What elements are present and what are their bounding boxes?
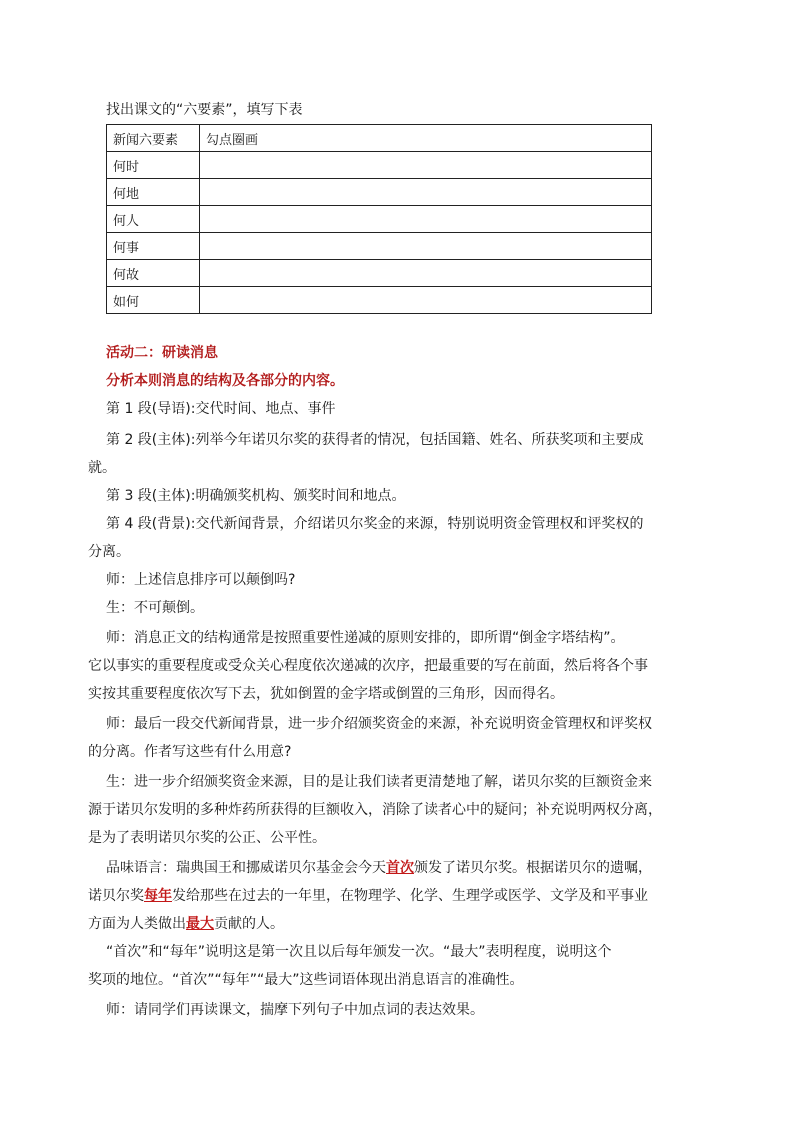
table-row bbox=[107, 206, 652, 233]
row-answer-cell bbox=[200, 260, 652, 287]
word-explanation-cont: 奖项的地位。“首次”“每年”“最大”这些词语体现出消息语言的准确性。 bbox=[88, 972, 524, 988]
row-label: 何故 bbox=[107, 260, 200, 287]
six-elements-table bbox=[106, 124, 652, 314]
row-answer-cell bbox=[200, 233, 652, 260]
paragraph-3-summary: 第 3 段(主体):明确颁奖机构、颁奖时间和地点。 bbox=[106, 488, 406, 504]
paragraph-4-summary: 第 4 段(背景):交代新闻背景，介绍诺贝尔奖金的来源，特别说明资金管理权和评奖权的 bbox=[106, 516, 644, 532]
table-instruction: 找出课文的“六要素”，填写下表 bbox=[106, 102, 303, 118]
paragraph-2-summary: 第 2 段(主体):列举今年诺贝尔奖的获得者的情况，包括国籍、姓名、所获奖项和主要成 bbox=[106, 432, 644, 448]
text-run: 颁发了诺贝尔奖。根据诺贝尔的遗嘱， bbox=[414, 860, 652, 876]
table-header-row bbox=[107, 125, 652, 152]
language-analysis-line bbox=[106, 858, 652, 878]
teacher-explanation: 师：消息正文的结构通常是按照重要性递减的原则安排的，即所谓“倒金字塔结构”。 bbox=[106, 630, 625, 646]
teacher-explanation-cont: 它以事实的重要程度或受众关心程度依次递减的次序，把最重要的写在前面，然后将各个事 bbox=[88, 658, 648, 674]
teacher-final-instruction: 师：请同学们再读课文，揣摩下列句子中加点词的表达效果。 bbox=[106, 1002, 484, 1018]
student-background-answer-cont: 源于诺贝尔发明的多种炸药所获得的巨额收入，消除了读者心中的疑问；补充说明两权分离， bbox=[88, 802, 662, 818]
text-run: 品味语言：瑞典国王和挪威诺贝尔基金会今天 bbox=[106, 860, 386, 876]
paragraph-2-summary-cont: 就。 bbox=[88, 460, 116, 476]
teacher-question: 师：上述信息排序可以颠倒吗? bbox=[106, 572, 296, 588]
language-analysis-line bbox=[88, 886, 648, 906]
row-answer-cell bbox=[200, 287, 652, 314]
text-run: 贡献的人。 bbox=[214, 916, 284, 932]
teacher-background-question-cont: 的分离。作者写这些有什么用意? bbox=[88, 744, 292, 760]
row-label: 如何 bbox=[107, 287, 200, 314]
row-answer-cell bbox=[200, 179, 652, 206]
row-answer-cell bbox=[200, 206, 652, 233]
activity-title: 活动二：研读消息 bbox=[106, 345, 218, 361]
word-explanation: “首次”和“每年”说明这是第一次且以后每年颁发一次。“最大”表明程度，说明这个 bbox=[106, 944, 612, 960]
table-row bbox=[107, 152, 652, 179]
text-run: 方面为人类做出 bbox=[88, 916, 186, 932]
activity-task: 分析本则消息的结构及各部分的内容。 bbox=[106, 373, 344, 389]
row-answer-cell bbox=[200, 152, 652, 179]
student-background-answer-cont: 是为了表明诺贝尔奖的公正、公平性。 bbox=[88, 830, 326, 846]
table-row bbox=[107, 260, 652, 287]
text-run: 发给那些在过去的一年里，在物理学、化学、生理学或医学、文学及和平事业 bbox=[172, 888, 648, 904]
language-analysis-line bbox=[88, 914, 284, 934]
key-word-first-time: 首次 bbox=[386, 860, 414, 876]
row-label: 何时 bbox=[107, 152, 200, 179]
student-background-answer: 生：进一步介绍颁奖资金来源，目的是让我们读者更清楚地了解，诺贝尔奖的巨额资金来 bbox=[106, 774, 652, 790]
table-header-cell: 新闻六要素 bbox=[107, 125, 200, 152]
student-answer: 生：不可颠倒。 bbox=[106, 600, 204, 616]
row-label: 何地 bbox=[107, 179, 200, 206]
table-row bbox=[107, 233, 652, 260]
teacher-background-question: 师：最后一段交代新闻背景，进一步介绍颁奖资金的来源，补充说明资金管理权和评奖权 bbox=[106, 716, 652, 732]
teacher-explanation-cont: 实按其重要程度依次写下去，犹如倒置的金字塔或倒置的三角形，因而得名。 bbox=[88, 686, 564, 702]
table-row bbox=[107, 179, 652, 206]
table-header-cell: 勾点圈画 bbox=[200, 125, 652, 152]
row-label: 何事 bbox=[107, 233, 200, 260]
paragraph-4-summary-cont: 分离。 bbox=[88, 544, 130, 560]
row-label: 何人 bbox=[107, 206, 200, 233]
paragraph-1-summary: 第 1 段(导语):交代时间、地点、事件 bbox=[106, 401, 336, 417]
table-row bbox=[107, 287, 652, 314]
key-word-greatest: 最大 bbox=[186, 916, 214, 932]
text-run: 诺贝尔奖 bbox=[88, 888, 144, 904]
key-word-every-year: 每年 bbox=[144, 888, 172, 904]
